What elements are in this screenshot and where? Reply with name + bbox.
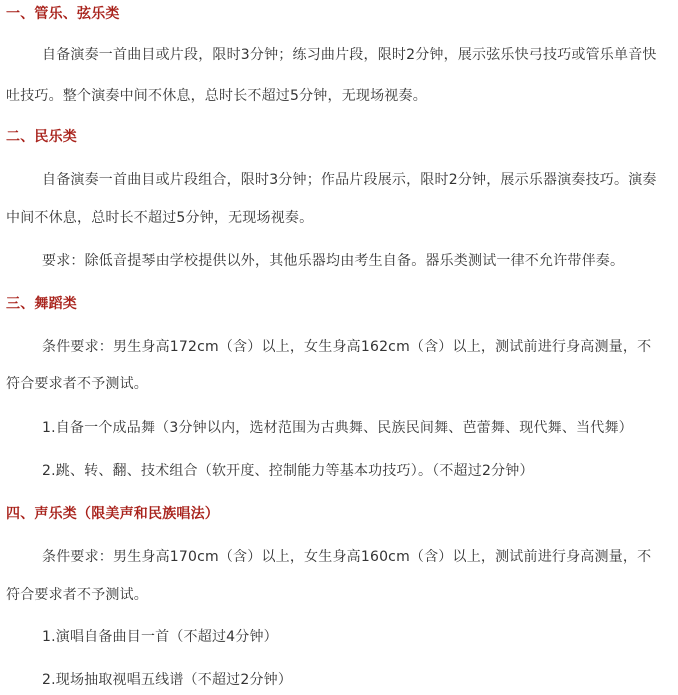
paragraph-line: 中间不休息，总时长不超过5分钟，无现场视奏。 (6, 210, 314, 226)
paragraph-line: 吐技巧。整个演奏中间不休息，总时长不超过5分钟，无现场视奏。 (6, 88, 427, 104)
paragraph-line: 2.现场抽取视唱五线谱（不超过2分钟） (42, 672, 293, 688)
paragraph-line: 符合要求者不予测试。 (6, 376, 148, 392)
paragraph-line: 条件要求：男生身高170cm（含）以上，女生身高160cm（含）以上，测试前进行身高测量，不 (42, 549, 652, 565)
paragraph-line: 条件要求：男生身高172cm（含）以上，女生身高162cm（含）以上，测试前进行身高测量，不 (42, 339, 652, 355)
paragraph-line: 2.跳、转、翻、技术组合（软开度、控制能力等基本功技巧）。（不超过2分钟） (42, 463, 534, 479)
section-heading-folk-music: 二、民乐类 (6, 129, 77, 145)
section-heading-wind-string: 一、管乐、弦乐类 (6, 6, 120, 22)
section-heading-dance: 三、舞蹈类 (6, 296, 77, 312)
paragraph-line: 自备演奏一首曲目或片段组合，限时3分钟；作品片段展示，限时2分钟，展示乐器演奏技巧。演奏 (42, 172, 657, 188)
paragraph-line: 自备演奏一首曲目或片段，限时3分钟；练习曲片段，限时2分钟，展示弦乐快弓技巧或管乐单音快 (42, 47, 657, 63)
paragraph-line: 符合要求者不予测试。 (6, 587, 148, 603)
paragraph-line: 1.演唱自备曲目一首（不超过4分钟） (42, 629, 278, 645)
paragraph-line: 要求：除低音提琴由学校提供以外，其他乐器均由考生自备。器乐类测试一律不允许带伴奏。 (42, 253, 625, 269)
section-heading-vocal: 四、声乐类（限美声和民族唱法） (6, 506, 219, 522)
paragraph-line: 1.自备一个成品舞（3分钟以内，选材范围为古典舞、民族民间舞、芭蕾舞、现代舞、当代舞） (42, 420, 633, 436)
